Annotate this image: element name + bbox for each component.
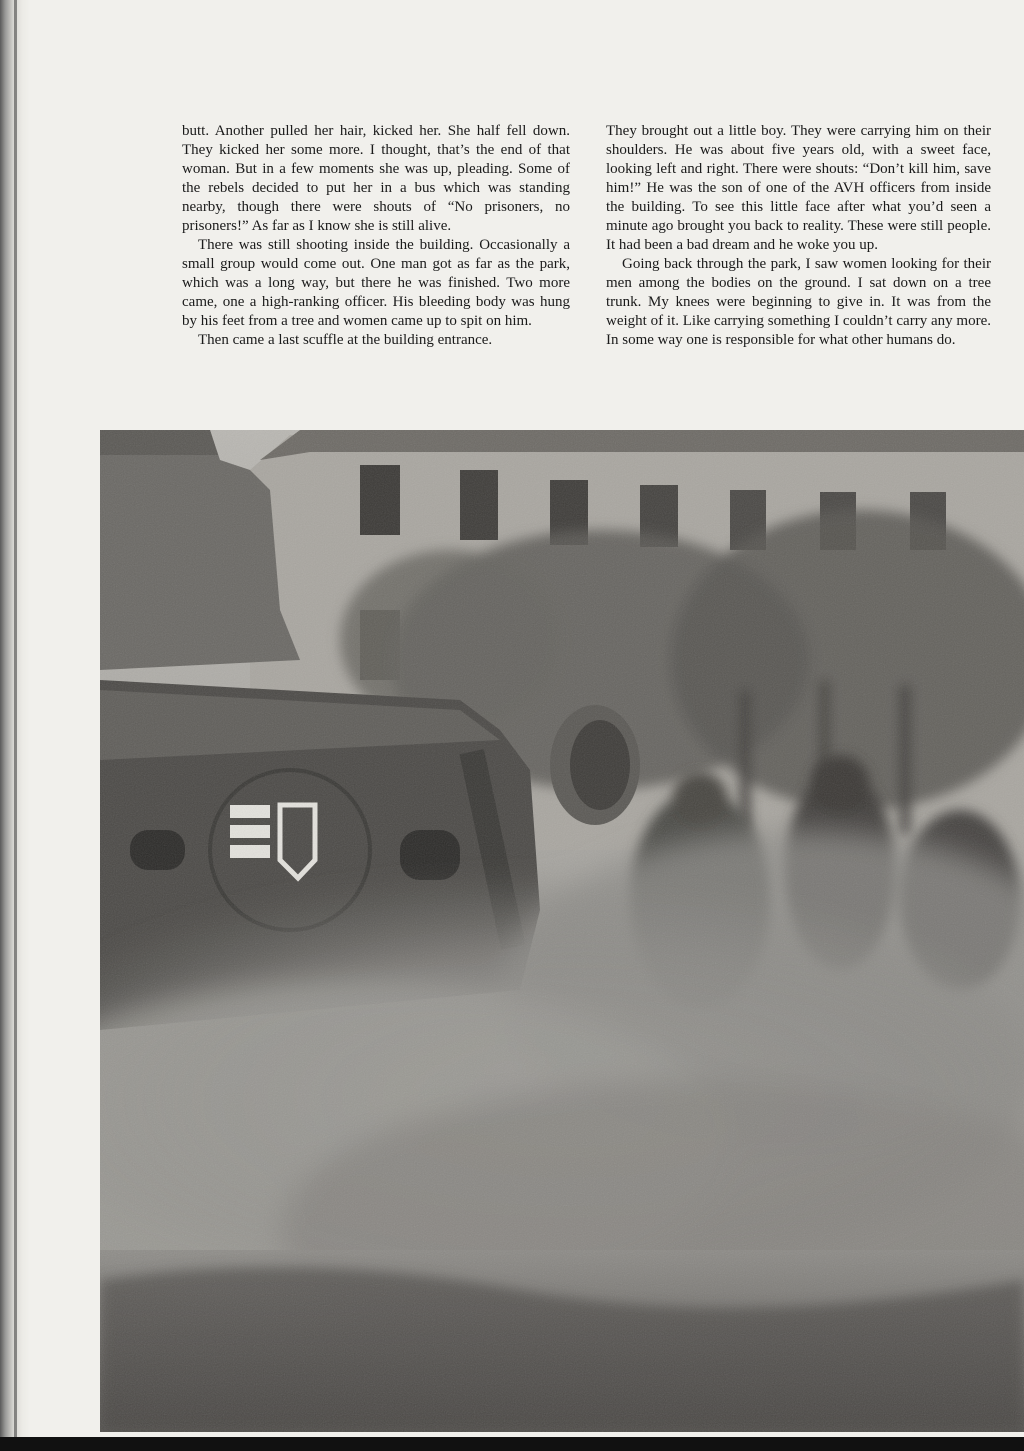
right-paragraph-2: Going back through the park, I saw women looking for their men among the bodies on the ground. I sat down on a tree trunk. My knees were beginning to give in. It was from the weight of it. Like carrying something I couldn’t carry any more. In some way one is responsible for what other humans do. xyxy=(606,256,991,348)
left-paragraph-1: butt. Another pulled her hair, kicked her. She half fell down. They kicked her some more. I thought, that’s the end of that woman. But in a few moments she was up, pleading. Some of the rebels decided to put her in a bus which was standing nearby, though there were shouts of “No prisoners, no prisoners!” As far as I know she is still alive. xyxy=(182,123,570,234)
right-text-column xyxy=(606,122,991,350)
page-binding-edge xyxy=(0,0,30,1437)
scan-bottom-edge xyxy=(0,1437,1024,1451)
right-paragraph-1: They brought out a little boy. They were carrying him on their shoulders. He was about five years old, with a sweet face, looking left and right. There were shouts: “Don’t kill him, save him!” He was the son of one of the AVH officers from inside the building. To see this little face after what you’d seen a minute ago brought you back to reality. These were still people. It had been a bad dream and he woke you up. xyxy=(606,123,991,253)
tank-street-photograph xyxy=(100,430,1024,1432)
binding-line xyxy=(14,0,17,1437)
photo-illustration xyxy=(100,430,1024,1432)
left-text-column xyxy=(182,122,570,350)
left-paragraph-3: Then came a last scuffle at the building entrance. xyxy=(198,332,493,348)
left-paragraph-2: There was still shooting inside the building. Occasionally a small group would come out. One man got as far as the park, which was a long way, but there he was finished. Two more came, one a high-ranking officer. His bleeding body was hung by his feet from a tree and women came up to spit on him. xyxy=(182,237,570,329)
